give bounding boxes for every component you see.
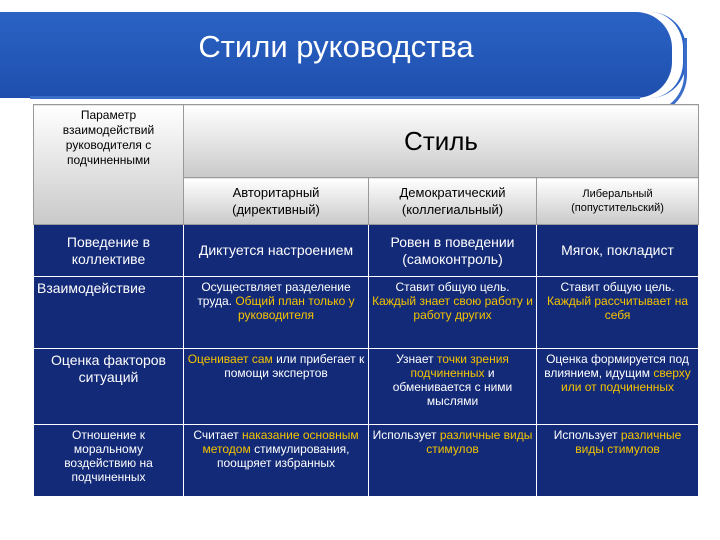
cell-text: Использует bbox=[553, 428, 618, 442]
cell-liberal bbox=[537, 349, 699, 425]
cell-authoritarian bbox=[184, 277, 369, 349]
cell-highlight: точки зрения подчиненных bbox=[410, 352, 509, 380]
styles-table bbox=[33, 104, 699, 497]
cell-highlight: Каждый знает свою работу и работу других bbox=[372, 294, 533, 322]
cell-liberal bbox=[537, 277, 699, 349]
row-label: Отношение к моральному воздействию на подчиненных bbox=[34, 425, 184, 497]
cell-text: Оценка формируется под влиянием, идущим bbox=[544, 352, 689, 380]
cell-highlight: Каждый рассчитывает на себя bbox=[547, 294, 688, 322]
header-democratic: Демократический (коллегиальный) bbox=[369, 178, 537, 225]
cell-democratic: Ровен в поведении (самоконтроль) bbox=[369, 225, 537, 277]
cell-text: Использует bbox=[372, 428, 437, 442]
cell-highlight: различные виды стимулов bbox=[426, 428, 533, 456]
header-style: Стиль bbox=[184, 105, 699, 178]
cell-text: Узнает bbox=[396, 352, 434, 366]
cell-text: Ставит общую цель. bbox=[560, 280, 675, 294]
cell-text: Считает bbox=[193, 428, 239, 442]
row-label: Оценка факторов ситуаций bbox=[34, 349, 184, 425]
cell-highlight: наказание основным методом bbox=[202, 428, 359, 456]
cell-text: и обменивается с ними мыслями bbox=[392, 366, 513, 408]
cell-liberal: Мягок, покладист bbox=[537, 225, 699, 277]
cell-democratic bbox=[369, 425, 537, 497]
cell-democratic bbox=[369, 277, 537, 349]
row-label: Взаимодействие bbox=[34, 277, 184, 349]
cell-highlight: Общий план только у руководителя bbox=[235, 294, 355, 322]
cell-authoritarian: Диктуется настроением bbox=[184, 225, 369, 277]
cell-text: Осуществляет разделение труда. bbox=[197, 280, 351, 308]
row-label: Поведение в коллективе bbox=[34, 225, 184, 277]
cell-text: или прибегает к помощи экспертов bbox=[224, 352, 365, 380]
cell-democratic bbox=[369, 349, 537, 425]
header-authoritarian: Авторитарный (директивный) bbox=[184, 178, 369, 225]
title-underline bbox=[30, 96, 640, 99]
cell-authoritarian bbox=[184, 425, 369, 497]
cell-authoritarian bbox=[184, 349, 369, 425]
cell-highlight: Оценивает сам bbox=[187, 352, 273, 366]
cell-highlight: сверху или от подчиненных bbox=[561, 366, 691, 394]
page-title: Стили руководства bbox=[198, 29, 474, 64]
cell-highlight: различные виды стимулов bbox=[575, 428, 682, 456]
cell-text: стимулирования, поощряет избранных bbox=[216, 442, 350, 470]
cell-text: Ставит общую цель. bbox=[395, 280, 510, 294]
header-liberal: Либеральный (попустительский) bbox=[537, 178, 699, 225]
cell-liberal bbox=[537, 425, 699, 497]
header-param: Параметр взаимодействий руководителя с подчиненными bbox=[34, 105, 184, 225]
